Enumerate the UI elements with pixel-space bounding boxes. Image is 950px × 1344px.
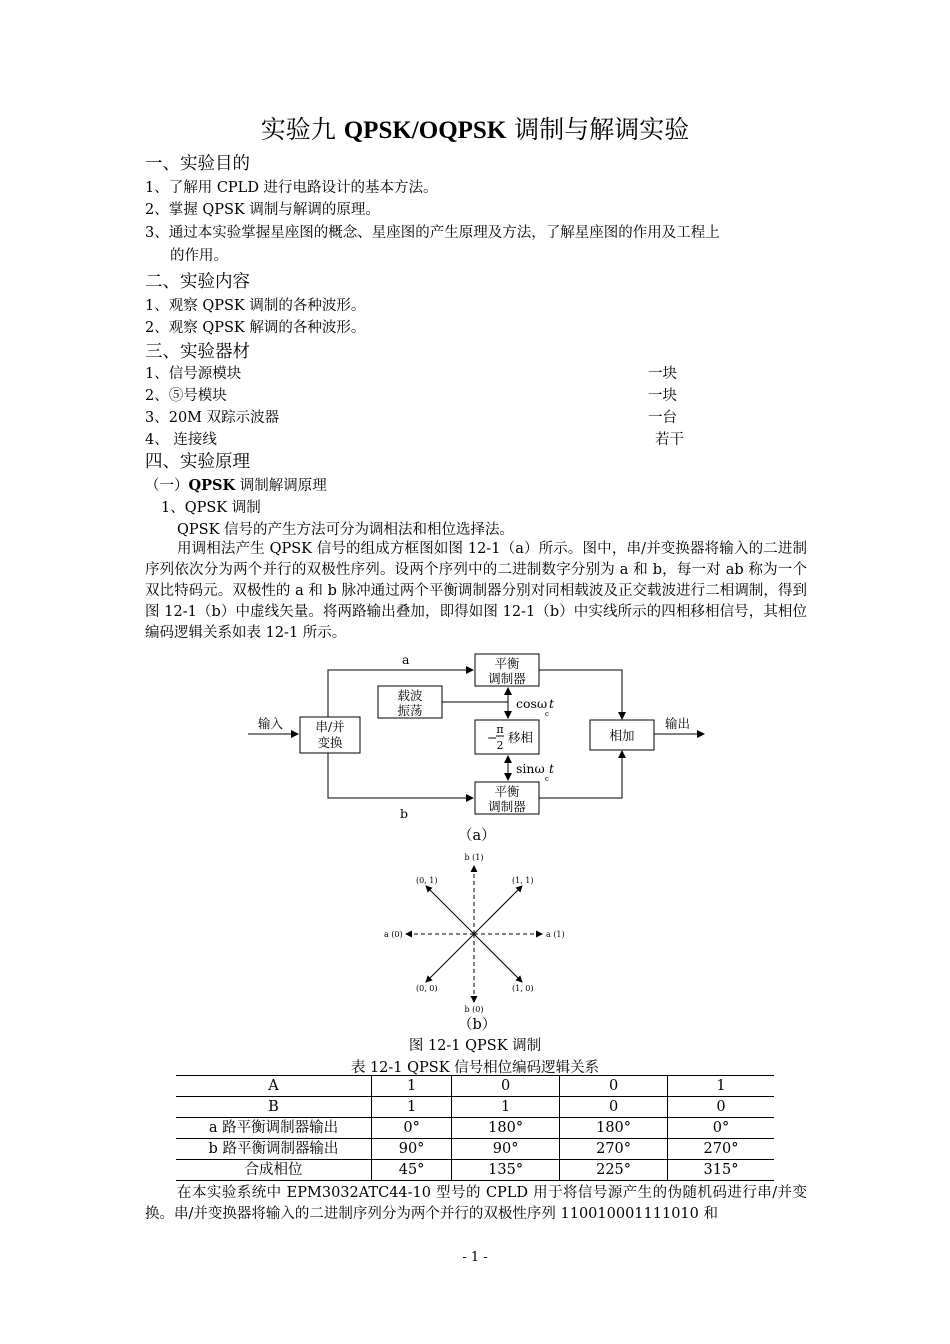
equipment-name-4: 4、 连接线 — [145, 432, 217, 448]
sub1-bold: QPSK — [188, 477, 236, 494]
table-row-header: A — [176, 1076, 372, 1097]
table-row-header: b 路平衡调制器输出 — [176, 1139, 372, 1160]
shift-label: 移相 — [508, 730, 534, 745]
title-bold: QPSK/OQPSK — [343, 117, 507, 144]
equipment-qty-3: 一台 — [648, 410, 677, 426]
table-cell: 1 — [452, 1097, 560, 1118]
table-cell: 1 — [668, 1076, 774, 1097]
purpose-item-1: 1、了解用 CPLD 进行电路设计的基本方法。 — [145, 180, 438, 196]
title-prefix: 实验九 — [260, 115, 344, 144]
table-cell: 90° — [372, 1139, 452, 1160]
table-cell: 0° — [372, 1118, 452, 1139]
cos-t: t — [549, 696, 555, 711]
sin-t: t — [549, 761, 555, 776]
table-row — [176, 1160, 774, 1181]
paragraph-2: 用调相法产生 QPSK 信号的组成方框图如图 12-1（a）所示。图中，串/并变换器将输入的二进制序列依次分为两个并行的双极性序列。设两个序列中的二进制数字分别为 a 和 b，每一对 ab 称为一个双比特码元。双极性的 a 和 b 脉冲通过两个平衡调制器分别对同相载波及正交载波进行二相调制，得到图 12-1（b）中虚线矢量。将两路输出叠加，即得如图 12-1（b）中实线所示的四相移相信号，其相位编码逻辑关系如表 12-1 所示。 — [145, 541, 807, 641]
label-p11: (1, 1) — [512, 876, 534, 885]
block-diagram — [240, 650, 710, 845]
table-cell: 0 — [560, 1097, 668, 1118]
top-mod-line1: 平衡 — [494, 656, 520, 671]
table-cell: 0° — [668, 1118, 774, 1139]
principle-subheading — [145, 474, 327, 495]
purpose-item-3-cont: 的作用。 — [170, 248, 228, 264]
shift-2: 2 — [496, 739, 504, 752]
table-cell: 225° — [560, 1160, 668, 1181]
table-cell: 270° — [560, 1139, 668, 1160]
phase-logic-table — [176, 1075, 774, 1181]
table-row-header: 合成相位 — [176, 1160, 372, 1181]
shift-pi: π — [496, 723, 504, 736]
sp-box-line2: 变换 — [317, 735, 343, 750]
top-mod-line2: 调制器 — [488, 671, 526, 686]
figure-caption: 图 12-1 QPSK 调制 — [408, 1038, 542, 1054]
table-cell: 180° — [452, 1118, 560, 1139]
label-a0: a (0) — [384, 930, 403, 939]
table-cell: 270° — [668, 1139, 774, 1160]
table-cell: 0 — [452, 1076, 560, 1097]
table-cell: 90° — [452, 1139, 560, 1160]
sub1-suffix: 调制解调原理 — [235, 478, 327, 494]
cos-label: cosω — [516, 696, 548, 711]
adder-label: 相加 — [609, 728, 635, 743]
table-cell: 180° — [560, 1118, 668, 1139]
bottom-mod-line1: 平衡 — [494, 784, 520, 799]
table-cell: 1 — [372, 1097, 452, 1118]
caption-a: （a） — [458, 828, 496, 844]
caption-b: （b） — [458, 1017, 497, 1033]
table-cell: 45° — [372, 1160, 452, 1181]
table-row-header: B — [176, 1097, 372, 1118]
sub1-prefix: （一） — [145, 478, 189, 494]
carrier-box-line1: 载波 — [397, 688, 423, 703]
table-cell: 1 — [372, 1076, 452, 1097]
table-cell: 0 — [560, 1076, 668, 1097]
constellation-diagram — [370, 848, 590, 1020]
purpose-item-3: 3、通过本实验掌握星座图的概念、星座图的产生原理及方法，了解星座图的作用及工程上 — [145, 225, 720, 241]
paragraph-1: QPSK 信号的产生方法可分为调相法和相位选择法。 — [177, 522, 515, 538]
label-a1: a (1) — [546, 930, 565, 939]
table-caption: 表 12-1 QPSK 信号相位编码逻辑关系 — [350, 1060, 600, 1076]
table-body — [176, 1076, 774, 1181]
bottom-mod-line2: 调制器 — [488, 799, 526, 814]
page-title — [0, 110, 950, 146]
table-cell: 135° — [452, 1160, 560, 1181]
table-row — [176, 1076, 774, 1097]
label-output: 输出 — [665, 716, 691, 731]
equipment-qty-2: 一块 — [648, 388, 677, 404]
shift-minus: − — [487, 730, 498, 745]
equipment-qty-1: 一块 — [648, 366, 677, 382]
label-b1: b (1) — [464, 853, 484, 862]
sin-sub: c — [545, 775, 549, 783]
carrier-box-line2: 振荡 — [397, 703, 423, 718]
qpsk-modulation-heading: 1、QPSK 调制 — [161, 500, 261, 516]
closing-paragraph: 在本实验系统中 EPM3032ATC44-10 型号的 CPLD 用于将信号源产生的伪随机码进行串/并变换。串/并变换器将输入的二进制序列分为两个并行的双极性序列 110010001111010 和 — [145, 1185, 807, 1222]
label-input: 输入 — [258, 716, 284, 731]
section-heading-principle: 四、实验原理 — [145, 452, 250, 472]
label-p00: (0, 0) — [416, 984, 438, 993]
equipment-qty-4: 若干 — [655, 432, 684, 448]
equipment-name-2: 2、⑤号模块 — [145, 388, 227, 404]
page-number: - 1 - — [462, 1250, 488, 1265]
sin-label: sinω — [516, 761, 545, 776]
section-heading-content: 二、实验内容 — [145, 272, 250, 292]
section-heading-purpose: 一、实验目的 — [145, 154, 250, 174]
table-row — [176, 1118, 774, 1139]
label-p01: (0, 1) — [416, 876, 438, 885]
content-item-1: 1、观察 QPSK 调制的各种波形。 — [145, 298, 366, 314]
table-row — [176, 1139, 774, 1160]
equipment-name-3: 3、20M 双踪示波器 — [145, 410, 280, 426]
equipment-name-1: 1、信号源模块 — [145, 366, 242, 382]
label-a: a — [402, 652, 410, 667]
label-b0: b (0) — [464, 1005, 484, 1014]
label-b: b — [400, 806, 409, 821]
cos-sub: c — [545, 710, 549, 718]
content-item-2: 2、观察 QPSK 解调的各种波形。 — [145, 320, 366, 336]
purpose-item-2: 2、掌握 QPSK 调制与解调的原理。 — [145, 202, 380, 218]
table-row-header: a 路平衡调制器输出 — [176, 1118, 372, 1139]
table-row — [176, 1097, 774, 1118]
label-p10: (1, 0) — [512, 984, 534, 993]
table-cell: 0 — [668, 1097, 774, 1118]
table-cell: 315° — [668, 1160, 774, 1181]
title-suffix: 调制与解调实验 — [506, 115, 690, 144]
sp-box-line1: 串/并 — [315, 719, 345, 734]
section-heading-equipment: 三、实验器材 — [145, 342, 250, 362]
